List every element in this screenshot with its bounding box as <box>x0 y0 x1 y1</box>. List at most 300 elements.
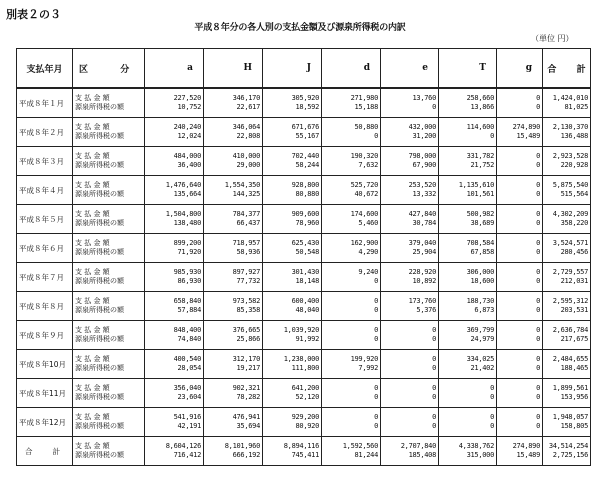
value-cell <box>322 321 381 350</box>
pay-value: 600,400 <box>291 297 319 305</box>
header-col-t: T <box>439 49 497 89</box>
value-cell <box>543 350 591 379</box>
pay-value: 525,720 <box>350 181 378 189</box>
total-label-b: 計 <box>52 446 60 456</box>
tax-value: 74,840 <box>177 335 201 343</box>
tax-value: 15,489 <box>516 132 540 140</box>
value-cell <box>145 205 204 234</box>
month-cell: 平成８年６月 <box>17 234 73 263</box>
table-row <box>17 408 591 437</box>
tax-value: 153,956 <box>560 393 588 401</box>
pay-value: 227,520 <box>173 94 201 102</box>
tax-value: 0 <box>432 393 436 401</box>
value-cell <box>381 437 439 466</box>
tax-value: 212,031 <box>560 277 588 285</box>
pay-value: 484,000 <box>173 152 201 160</box>
kubun-cell <box>73 205 145 234</box>
tax-value: 158,805 <box>560 422 588 430</box>
value-cell <box>204 205 263 234</box>
value-cell <box>543 234 591 263</box>
table-row <box>17 379 591 408</box>
value-cell <box>263 379 322 408</box>
value-cell <box>439 176 497 205</box>
tax-value: 220,928 <box>560 161 588 169</box>
pay-value: 0 <box>536 181 540 189</box>
value-cell <box>381 234 439 263</box>
tax-value: 50,548 <box>295 248 319 256</box>
pay-value: 0 <box>374 384 378 392</box>
tax-value: 57,884 <box>177 306 201 314</box>
pay-value: 0 <box>490 384 494 392</box>
pay-value: 410,000 <box>232 152 260 160</box>
value-cell <box>497 379 543 408</box>
tax-value: 0 <box>490 393 494 401</box>
tax-value: 81,244 <box>354 451 378 459</box>
total-label-a: 合 <box>25 446 33 456</box>
value-cell <box>439 147 497 176</box>
tax-value: 80,920 <box>295 422 319 430</box>
tax-label: 源泉所得税の額 <box>75 364 124 372</box>
value-cell <box>263 263 322 292</box>
pay-value: 0 <box>536 152 540 160</box>
value-cell <box>322 88 381 118</box>
tax-value: 78,282 <box>236 393 260 401</box>
kubun-cell <box>73 379 145 408</box>
pay-value: 188,730 <box>466 297 494 305</box>
tax-value: 25,866 <box>236 335 260 343</box>
tax-value: 0 <box>374 306 378 314</box>
pay-value: 9,240 <box>358 268 378 276</box>
pay-label: 支 払 金 額 <box>75 210 110 218</box>
value-cell <box>322 147 381 176</box>
value-cell <box>204 379 263 408</box>
tax-value: 10,752 <box>177 103 201 111</box>
tax-value: 21,752 <box>470 161 494 169</box>
month-cell <box>17 437 73 466</box>
value-cell <box>145 321 204 350</box>
pay-value: 718,957 <box>232 239 260 247</box>
value-cell <box>263 147 322 176</box>
tax-label: 源泉所得税の額 <box>75 306 124 314</box>
pay-value: 4,302,209 <box>552 210 588 218</box>
pay-value: 253,520 <box>408 181 436 189</box>
tax-value: 18,592 <box>295 103 319 111</box>
table-row <box>17 292 591 321</box>
header-col-d: d <box>322 49 381 89</box>
value-cell <box>204 292 263 321</box>
value-cell <box>543 292 591 321</box>
tax-value: 111,800 <box>291 364 319 372</box>
kubun-cell <box>73 292 145 321</box>
pay-value: 0 <box>536 355 540 363</box>
value-cell <box>543 408 591 437</box>
tax-value: 0 <box>536 248 540 256</box>
value-cell <box>263 88 322 118</box>
tax-value: 71,920 <box>177 248 201 256</box>
pay-label: 支 払 金 額 <box>75 181 110 189</box>
value-cell <box>497 408 543 437</box>
kubun-cell <box>73 176 145 205</box>
pay-value: 798,000 <box>408 152 436 160</box>
pay-value: 376,665 <box>232 326 260 334</box>
value-cell <box>322 263 381 292</box>
value-cell <box>263 234 322 263</box>
tax-value: 23,604 <box>177 393 201 401</box>
value-cell <box>381 292 439 321</box>
tax-value: 91,992 <box>295 335 319 343</box>
pay-label: 支 払 金 額 <box>75 152 110 160</box>
tax-value: 0 <box>374 132 378 140</box>
pay-label: 支 払 金 額 <box>75 326 110 334</box>
tax-label: 源泉所得税の額 <box>75 103 124 111</box>
tax-value: 5,460 <box>358 219 378 227</box>
value-cell <box>439 205 497 234</box>
tax-label: 源泉所得税の額 <box>75 219 124 227</box>
header-month: 支払年月 <box>17 49 73 89</box>
tax-value: 2,725,156 <box>552 451 588 459</box>
value-cell <box>439 408 497 437</box>
pay-value: 0 <box>536 239 540 247</box>
pay-value: 0 <box>536 384 540 392</box>
value-cell <box>497 118 543 147</box>
pay-value: 0 <box>374 297 378 305</box>
header-kubun-a: 区 <box>79 64 89 75</box>
tax-value: 0 <box>536 161 540 169</box>
value-cell <box>145 292 204 321</box>
pay-value: 928,800 <box>291 181 319 189</box>
tax-value: 0 <box>374 393 378 401</box>
value-cell <box>543 118 591 147</box>
pay-value: 897,927 <box>232 268 260 276</box>
tax-value: 29,000 <box>236 161 260 169</box>
tax-value: 38,689 <box>470 219 494 227</box>
value-cell <box>263 321 322 350</box>
month-cell: 平成８年１月 <box>17 88 73 118</box>
pay-label: 支 払 金 額 <box>75 94 110 102</box>
pay-value: 34,514,254 <box>548 442 588 450</box>
value-cell <box>263 408 322 437</box>
value-cell <box>381 118 439 147</box>
tax-value: 144,325 <box>232 190 260 198</box>
tax-value: 315,000 <box>466 451 494 459</box>
value-cell <box>381 408 439 437</box>
pay-label: 支 払 金 額 <box>75 442 110 450</box>
kubun-cell <box>73 234 145 263</box>
value-cell <box>381 176 439 205</box>
pay-value: 173,760 <box>408 297 436 305</box>
pay-value: 312,170 <box>232 355 260 363</box>
value-cell <box>204 176 263 205</box>
pay-value: 708,584 <box>466 239 494 247</box>
pay-value: 0 <box>432 355 436 363</box>
pay-value: 331,782 <box>466 152 494 160</box>
value-cell <box>204 350 263 379</box>
value-cell <box>145 263 204 292</box>
tax-value: 77,732 <box>236 277 260 285</box>
value-cell <box>263 118 322 147</box>
kubun-cell <box>73 263 145 292</box>
month-cell: 平成８年７月 <box>17 263 73 292</box>
kubun-cell <box>73 118 145 147</box>
tax-value: 203,531 <box>560 306 588 314</box>
tax-value: 80,880 <box>295 190 319 198</box>
pay-value: 13,760 <box>412 94 436 102</box>
tax-value: 85,358 <box>236 306 260 314</box>
table-row <box>17 176 591 205</box>
tax-value: 135,664 <box>173 190 201 198</box>
value-cell <box>145 408 204 437</box>
pay-value: 427,840 <box>408 210 436 218</box>
tax-label: 源泉所得税の額 <box>75 132 124 140</box>
pay-value: 0 <box>374 413 378 421</box>
header-row <box>17 49 591 89</box>
month-cell: 平成８年８月 <box>17 292 73 321</box>
month-cell: 平成８年５月 <box>17 205 73 234</box>
tax-value: 217,675 <box>560 335 588 343</box>
pay-value: 274,890 <box>512 442 540 450</box>
tax-value: 0 <box>490 422 494 430</box>
tax-label: 源泉所得税の額 <box>75 161 124 169</box>
tax-value: 78,960 <box>295 219 319 227</box>
tax-value: 13,332 <box>412 190 436 198</box>
pay-value: 3,524,571 <box>552 239 588 247</box>
kubun-cell <box>73 408 145 437</box>
header-col-g: g <box>497 49 543 89</box>
pay-value: 929,200 <box>291 413 319 421</box>
pay-value: 671,676 <box>291 123 319 131</box>
value-cell <box>381 147 439 176</box>
tax-value: 358,220 <box>560 219 588 227</box>
header-total-a: 合 <box>547 64 557 75</box>
value-cell <box>497 292 543 321</box>
value-cell <box>497 147 543 176</box>
tax-value: 138,480 <box>173 219 201 227</box>
tax-value: 18,148 <box>295 277 319 285</box>
pay-value: 0 <box>432 413 436 421</box>
tax-value: 0 <box>432 103 436 111</box>
pay-label: 支 払 金 額 <box>75 355 110 363</box>
pay-label: 支 払 金 額 <box>75 413 110 421</box>
tax-value: 67,900 <box>412 161 436 169</box>
pay-value: 0 <box>536 210 540 218</box>
value-cell <box>322 205 381 234</box>
pay-value: 346,064 <box>232 123 260 131</box>
pay-value: 1,424,010 <box>552 94 588 102</box>
pay-value: 346,170 <box>232 94 260 102</box>
pay-value: 1,039,920 <box>283 326 319 334</box>
month-cell: 平成８年９月 <box>17 321 73 350</box>
value-cell <box>145 350 204 379</box>
pay-value: 8,101,960 <box>224 442 260 450</box>
pay-value: 625,430 <box>291 239 319 247</box>
pay-value: 641,200 <box>291 384 319 392</box>
tax-value: 0 <box>536 277 540 285</box>
value-cell <box>497 176 543 205</box>
pay-value: 2,484,655 <box>552 355 588 363</box>
pay-value: 301,430 <box>291 268 319 276</box>
kubun-cell <box>73 437 145 466</box>
tax-value: 12,024 <box>177 132 201 140</box>
pay-label: 支 払 金 額 <box>75 123 110 131</box>
value-cell <box>322 408 381 437</box>
kubun-cell <box>73 321 145 350</box>
value-cell <box>322 118 381 147</box>
pay-value: 0 <box>490 413 494 421</box>
tax-value: 86,930 <box>177 277 201 285</box>
table-row <box>17 321 591 350</box>
value-cell <box>145 379 204 408</box>
tax-value: 35,694 <box>236 422 260 430</box>
pay-value: 50,880 <box>354 123 378 131</box>
pay-value: 432,000 <box>408 123 436 131</box>
value-cell <box>204 321 263 350</box>
month-cell: 平成８年３月 <box>17 147 73 176</box>
tax-value: 185,408 <box>408 451 436 459</box>
value-cell <box>497 350 543 379</box>
value-cell <box>322 176 381 205</box>
value-cell <box>439 234 497 263</box>
header-col-e: e <box>381 49 439 89</box>
pay-value: 2,636,784 <box>552 326 588 334</box>
value-cell <box>543 263 591 292</box>
value-cell <box>381 379 439 408</box>
pay-value: 1,899,561 <box>552 384 588 392</box>
value-cell <box>204 147 263 176</box>
header-col-j: J <box>263 49 322 89</box>
tax-value: 18,600 <box>470 277 494 285</box>
tax-value: 30,784 <box>412 219 436 227</box>
value-cell <box>322 292 381 321</box>
tax-value: 52,120 <box>295 393 319 401</box>
tax-value: 13,866 <box>470 103 494 111</box>
tax-label: 源泉所得税の額 <box>75 248 124 256</box>
tax-value: 55,167 <box>295 132 319 140</box>
month-cell: 平成８年11月 <box>17 379 73 408</box>
value-cell <box>439 379 497 408</box>
tax-label: 源泉所得税の額 <box>75 422 124 430</box>
tax-value: 48,040 <box>295 306 319 314</box>
pay-value: 306,000 <box>466 268 494 276</box>
pay-value: 0 <box>536 297 540 305</box>
tax-value: 66,437 <box>236 219 260 227</box>
tax-value: 24,979 <box>470 335 494 343</box>
pay-value: 973,582 <box>232 297 260 305</box>
tax-value: 280,456 <box>560 248 588 256</box>
value-cell <box>322 350 381 379</box>
tax-value: 15,489 <box>516 451 540 459</box>
value-cell <box>204 263 263 292</box>
header-col-h: H <box>204 49 263 89</box>
header-kubun-b: 分 <box>120 64 130 75</box>
value-cell <box>439 263 497 292</box>
value-cell <box>497 88 543 118</box>
pay-value: 2,595,312 <box>552 297 588 305</box>
pay-value: 0 <box>374 326 378 334</box>
tax-value: 0 <box>374 277 378 285</box>
tax-value: 22,617 <box>236 103 260 111</box>
tax-value: 0 <box>432 364 436 372</box>
value-cell <box>145 118 204 147</box>
table-row <box>17 263 591 292</box>
pay-value: 305,920 <box>291 94 319 102</box>
pay-value: 4,338,762 <box>458 442 494 450</box>
pay-value: 1,948,057 <box>552 413 588 421</box>
value-cell <box>263 437 322 466</box>
pay-value: 1,504,800 <box>165 210 201 218</box>
tax-value: 0 <box>536 103 540 111</box>
value-cell <box>263 176 322 205</box>
value-cell <box>381 205 439 234</box>
pay-value: 114,600 <box>466 123 494 131</box>
value-cell <box>145 147 204 176</box>
pay-label: 支 払 金 額 <box>75 384 110 392</box>
pay-label: 支 払 金 額 <box>75 239 110 247</box>
pay-value: 190,320 <box>350 152 378 160</box>
value-cell <box>543 205 591 234</box>
header-total <box>543 49 591 89</box>
value-cell <box>497 205 543 234</box>
tax-value: 22,808 <box>236 132 260 140</box>
pay-value: 541,916 <box>173 413 201 421</box>
tax-value: 25,904 <box>412 248 436 256</box>
pay-value: 909,600 <box>291 210 319 218</box>
pay-value: 0 <box>536 326 540 334</box>
value-cell <box>543 321 591 350</box>
table-row <box>17 205 591 234</box>
pay-label: 支 払 金 額 <box>75 297 110 305</box>
unit-label: （単位 円） <box>531 34 574 43</box>
pay-label: 支 払 金 額 <box>75 268 110 276</box>
tax-value: 515,564 <box>560 190 588 198</box>
tax-value: 19,217 <box>236 364 260 372</box>
tax-value: 6,873 <box>474 306 494 314</box>
table-row <box>17 88 591 118</box>
tax-label: 源泉所得税の額 <box>75 277 124 285</box>
tax-value: 40,672 <box>354 190 378 198</box>
total-row <box>17 437 591 466</box>
value-cell <box>204 234 263 263</box>
value-cell <box>439 118 497 147</box>
pay-value: 240,240 <box>173 123 201 131</box>
tax-label: 源泉所得税の額 <box>75 190 124 198</box>
value-cell <box>204 118 263 147</box>
value-cell <box>381 350 439 379</box>
tax-value: 10,892 <box>412 277 436 285</box>
value-cell <box>439 321 497 350</box>
pay-value: 228,920 <box>408 268 436 276</box>
table-row <box>17 350 591 379</box>
pay-value: 0 <box>536 413 540 421</box>
tax-value: 31,200 <box>412 132 436 140</box>
value-cell <box>497 437 543 466</box>
value-cell <box>497 321 543 350</box>
tax-value: 7,632 <box>358 161 378 169</box>
pay-value: 1,592,560 <box>342 442 378 450</box>
tax-label: 源泉所得税の額 <box>75 451 124 459</box>
value-cell <box>204 88 263 118</box>
value-cell <box>322 234 381 263</box>
header-kubun <box>73 49 145 89</box>
tax-value: 0 <box>374 335 378 343</box>
tax-value: 101,561 <box>466 190 494 198</box>
value-cell <box>543 379 591 408</box>
pay-value: 500,982 <box>466 210 494 218</box>
document-label: 別表２の３ <box>6 8 61 21</box>
pay-value: 8,894,116 <box>283 442 319 450</box>
pay-value: 0 <box>536 268 540 276</box>
tax-value: 0 <box>536 219 540 227</box>
tax-value: 5,376 <box>416 306 436 314</box>
